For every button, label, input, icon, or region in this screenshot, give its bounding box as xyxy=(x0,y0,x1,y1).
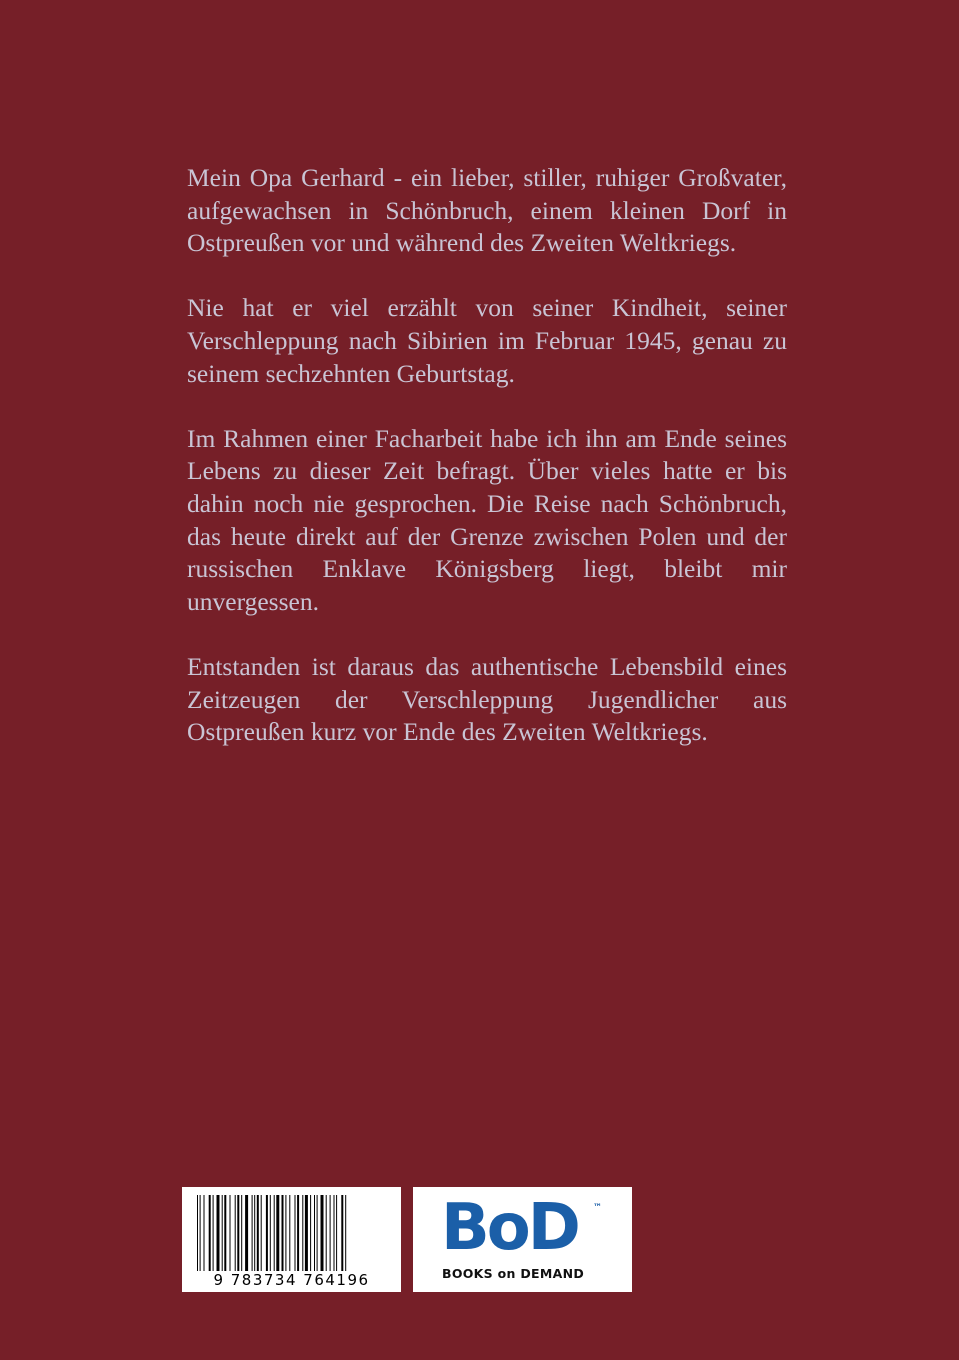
barcode-bar xyxy=(230,1195,231,1271)
barcode-bar xyxy=(213,1195,214,1271)
blurb-paragraph: Mein Opa Gerhard - ein lieber, stiller, ruhiger Großvater, aufgewachsen in Schönbruch, einem kleinen Dorf in Ostpreußen vor und während des Zweiten Weltkriegs. xyxy=(187,163,787,258)
barcode-bar xyxy=(285,1195,286,1271)
barcode-bar xyxy=(224,1195,226,1271)
barcode-bar xyxy=(197,1195,198,1271)
barcode-bar xyxy=(274,1195,275,1271)
barcode-bar xyxy=(200,1195,201,1271)
barcode-bar xyxy=(341,1195,343,1271)
publisher-logo xyxy=(413,1187,632,1292)
barcode-bar xyxy=(252,1195,253,1271)
barcode-bar xyxy=(302,1195,303,1271)
barcode-bar xyxy=(270,1195,271,1271)
barcode-bar xyxy=(330,1195,331,1271)
barcode-bar xyxy=(317,1195,318,1271)
publisher-tagline: BOOKS on DEMAND xyxy=(442,1266,585,1281)
trademark-symbol: ™ xyxy=(593,1203,602,1213)
isbn-number: 9 783734 764196 xyxy=(213,1271,370,1289)
barcode-bar xyxy=(222,1195,223,1271)
barcode-bar xyxy=(310,1195,311,1271)
barcode-bar xyxy=(297,1195,299,1271)
barcode-bar xyxy=(266,1195,268,1271)
barcode-bar xyxy=(217,1195,220,1271)
barcode-bars xyxy=(197,1195,393,1271)
blurb-paragraph: Entstanden ist daraus das authentische Lebensbild eines Zeitzeugen der Verschleppung Jugendlicher aus Ostpreußen kurz vor Ende des Zweiten Weltkriegs. xyxy=(187,651,787,747)
isbn-barcode xyxy=(182,1187,401,1292)
barcode-bar xyxy=(245,1195,248,1271)
barcode-bar xyxy=(305,1195,308,1271)
barcode-bar xyxy=(282,1195,284,1271)
barcode-bar xyxy=(336,1195,337,1271)
barcode-bar xyxy=(321,1195,324,1271)
barcode-bar xyxy=(345,1195,346,1271)
barcode-bar xyxy=(326,1195,327,1271)
barcode-bar xyxy=(241,1195,242,1271)
barcode-bar xyxy=(276,1195,279,1271)
barcode-bar xyxy=(314,1195,315,1271)
blurb-paragraph: Nie hat er viel erzählt von seiner Kindheit, seiner Verschleppung nach Sibirien im Februar 1945, genau zu seinem sechzehnten Geburtstag. xyxy=(187,293,787,388)
barcode-bar xyxy=(209,1195,211,1271)
bod-logo-text: BoD xyxy=(441,1191,578,1265)
barcode-bar xyxy=(289,1195,290,1271)
barcode-bar xyxy=(254,1195,255,1271)
barcode-bar xyxy=(235,1195,236,1271)
barcode-bar xyxy=(237,1195,239,1271)
barcode-bar xyxy=(257,1195,259,1271)
barcode-bar xyxy=(261,1195,262,1271)
barcode-bar xyxy=(204,1195,205,1271)
blurb-paragraph: Im Rahmen einer Facharbeit habe ich ihn am Ende seines Lebens zu dieser Zeit befragt. Über vieles hatte er bis dahin noch nie gesprochen. Die Reise nach Schönbruch, das heute direkt auf der Grenze zwischen Polen und der russischen Enklave Königsberg liegt, bleibt mir unvergessen. xyxy=(187,423,787,616)
barcode-bar xyxy=(334,1195,335,1271)
barcode-bar xyxy=(295,1195,296,1271)
back-cover-blurb xyxy=(187,162,787,781)
